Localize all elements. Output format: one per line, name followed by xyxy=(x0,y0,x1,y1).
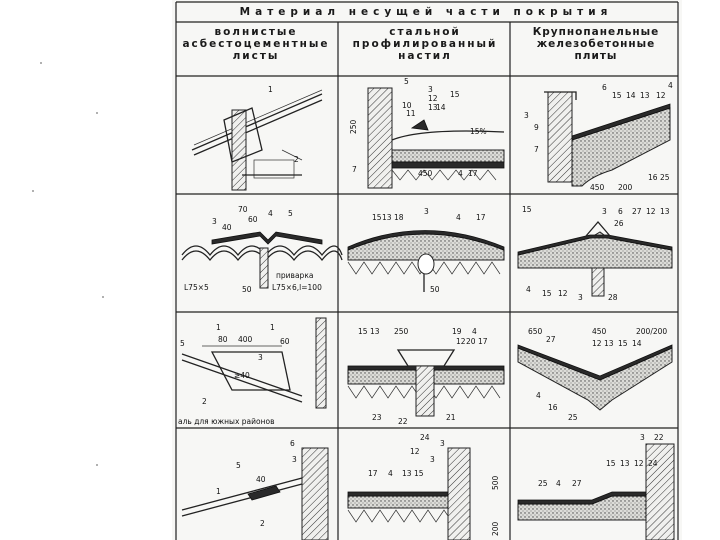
dimension-label: 3 xyxy=(428,85,433,94)
dimension-label: 250 xyxy=(349,119,358,134)
dimension-label: 3 xyxy=(424,207,429,216)
dimension-label: 17 xyxy=(468,169,478,178)
dimension-label: 15 xyxy=(618,339,628,348)
dimension-label: 40 xyxy=(256,475,266,484)
dimension-label: 17 xyxy=(368,469,378,478)
dimension-label: 60 xyxy=(280,337,290,346)
dimension-label: 15 xyxy=(606,459,616,468)
label: 2 xyxy=(294,155,299,164)
dimension-label: 3 xyxy=(578,293,583,302)
dimension-label: L75×5 xyxy=(184,283,209,292)
dimension-label: 25 xyxy=(660,173,670,182)
dimension-label: приварка xyxy=(276,271,314,280)
dimension-label: 2 xyxy=(202,397,207,406)
dimension-label: 450 xyxy=(418,169,433,178)
detail-r3c1 xyxy=(178,318,326,426)
dimension-label: 5 xyxy=(404,77,409,86)
scan-speck xyxy=(40,62,42,64)
dimension-label: 6 xyxy=(602,83,607,92)
dimension-label: 3 xyxy=(602,207,607,216)
table-title: Материал несущей части покрытия xyxy=(239,6,613,18)
dimension-label: 15 xyxy=(522,205,532,214)
detail-r1c2 xyxy=(349,77,504,188)
dimension-label: 25 xyxy=(568,413,578,422)
detail-r3c3 xyxy=(518,327,672,422)
dimension-label: 18 xyxy=(394,213,404,222)
dimension-label: 2 xyxy=(260,519,265,528)
dimension-label: 4 xyxy=(536,391,541,400)
dimension-label: 3 xyxy=(212,217,217,226)
dimension-label: 12 xyxy=(634,459,644,468)
dimension-label: 10 xyxy=(402,101,412,110)
scan-speck xyxy=(96,464,98,466)
dimension-label: 4 xyxy=(458,169,463,178)
dimension-label: 22 xyxy=(654,433,664,442)
dimension-label: 5 xyxy=(288,209,293,218)
detail-r2c2 xyxy=(348,207,504,294)
dimension-label: 200 xyxy=(491,521,500,536)
dimension-label: 14 xyxy=(626,91,636,100)
dimension-label: 4 xyxy=(456,213,461,222)
dimension-label: 7 xyxy=(352,165,357,174)
dimension-label: 11 xyxy=(406,109,416,118)
dimension-label: L75×6,l=100 xyxy=(272,283,322,292)
dimension-label: 80 xyxy=(218,335,228,344)
dimension-label: 6 xyxy=(290,439,295,448)
dimension-label: 650 xyxy=(528,327,543,336)
dimension-label: 400 xyxy=(238,335,253,344)
dimension-label: 3 xyxy=(524,111,529,120)
dimension-label: 200 xyxy=(618,183,633,192)
dimension-label: 5 xyxy=(236,461,241,470)
dimension-label: 17 xyxy=(476,213,486,222)
dimension-label: 4 xyxy=(388,469,393,478)
dimension-label: 12 xyxy=(558,289,568,298)
dimension-label: 60 xyxy=(248,215,258,224)
scan-speck xyxy=(96,112,98,114)
dimension-label: 450 xyxy=(592,327,607,336)
dimension-label: 21 xyxy=(446,413,456,422)
dimension-label: 14 xyxy=(632,339,642,348)
dimension-label: 15 xyxy=(372,213,382,222)
column-header-asbestos: волнистые асбестоцементные листы xyxy=(182,26,330,62)
label: 1 xyxy=(268,85,273,94)
dimension-label: 4 xyxy=(268,209,273,218)
scan-speck xyxy=(102,296,104,298)
dimension-label: 27 xyxy=(572,479,582,488)
dimension-label: 12 xyxy=(592,339,602,348)
detail-r1c1 xyxy=(192,85,322,190)
detail-r4c2 xyxy=(348,433,500,540)
drawing-sheet xyxy=(172,0,682,540)
column-header-steel: стальной профилированный настил xyxy=(352,26,498,62)
dimension-label: 17 xyxy=(478,337,488,346)
detail-r2c1 xyxy=(182,205,342,294)
dimension-label: 70 xyxy=(238,205,248,214)
detail-drawings xyxy=(172,0,682,540)
dimension-label: 3 xyxy=(640,433,645,442)
dimension-label: ≥40 xyxy=(234,371,250,380)
dimension-label: 13 xyxy=(382,213,392,222)
dimension-label: 26 xyxy=(614,219,624,228)
dimension-label: 13 xyxy=(620,459,630,468)
dimension-label: 5 xyxy=(180,339,185,348)
dimension-label: 15 xyxy=(450,90,460,99)
dimension-label: 13 xyxy=(402,469,412,478)
dimension-label: 22 xyxy=(398,417,408,426)
dimension-label: 23 xyxy=(372,413,382,422)
dimension-label: 27 xyxy=(546,335,556,344)
dimension-label: 50 xyxy=(430,285,440,294)
dimension-label: 12 xyxy=(656,91,666,100)
dimension-label: 4 xyxy=(472,327,477,336)
scan-speck xyxy=(32,190,34,192)
dimension-label: аль для южных районов xyxy=(178,417,275,426)
detail-r1c3 xyxy=(524,81,673,192)
dimension-label: 3 xyxy=(430,455,435,464)
dimension-label: 27 xyxy=(632,207,642,216)
dimension-label: 13 xyxy=(604,339,614,348)
dimension-label: 3 xyxy=(440,439,445,448)
dimension-label: 1 xyxy=(216,487,221,496)
dimension-label: 3 xyxy=(292,455,297,464)
dimension-label: 200/200 xyxy=(636,327,668,336)
dimension-label: 12 xyxy=(410,447,420,456)
dimension-label: 20 xyxy=(466,337,476,346)
dimension-label: 12 xyxy=(646,207,656,216)
dimension-label: 28 xyxy=(608,293,618,302)
dimension-label: 7 xyxy=(534,145,539,154)
dimension-label: 50 xyxy=(242,285,252,294)
dimension-label: 13 xyxy=(660,207,670,216)
dimension-label: 12 xyxy=(428,94,438,103)
detail-r4c3 xyxy=(518,433,674,540)
dimension-label: 15 xyxy=(612,91,622,100)
dimension-label: 13 xyxy=(428,103,438,112)
dimension-label: 13 xyxy=(370,327,380,336)
dimension-label: 6 xyxy=(618,207,623,216)
dimension-label: 40 xyxy=(222,223,232,232)
dimension-label: 16 xyxy=(648,173,658,182)
dimension-label: 4 xyxy=(526,285,531,294)
dimension-label: 3 xyxy=(258,353,263,362)
dimension-label: 15 xyxy=(414,469,424,478)
dimension-label: 9 xyxy=(534,123,539,132)
dimension-label: 4 xyxy=(556,479,561,488)
dimension-label: 24 xyxy=(420,433,430,442)
dimension-label: 15 xyxy=(542,289,552,298)
dimension-label: 13 xyxy=(640,91,650,100)
detail-r4c1 xyxy=(182,439,328,540)
dimension-label: 250 xyxy=(394,327,409,336)
detail-r2c3 xyxy=(518,205,672,302)
dimension-label: 24 xyxy=(648,459,658,468)
dimension-label: 4 xyxy=(668,81,673,90)
dimension-label: 15% xyxy=(470,127,487,136)
dimension-label: 15 xyxy=(358,327,368,336)
dimension-label: 25 xyxy=(538,479,548,488)
dimension-label: 450 xyxy=(590,183,605,192)
detail-r3c2 xyxy=(348,327,504,426)
dimension-label: 1 xyxy=(270,323,275,332)
dimension-label: 14 xyxy=(436,103,446,112)
column-header-concrete: Крупнопанельные железобетонные плиты xyxy=(532,26,660,62)
dimension-label: 19 xyxy=(452,327,462,336)
dimension-label: 500 xyxy=(491,475,500,490)
dimension-label: 12 xyxy=(456,337,466,346)
dimension-label: 1 xyxy=(216,323,221,332)
dimension-label: 16 xyxy=(548,403,558,412)
